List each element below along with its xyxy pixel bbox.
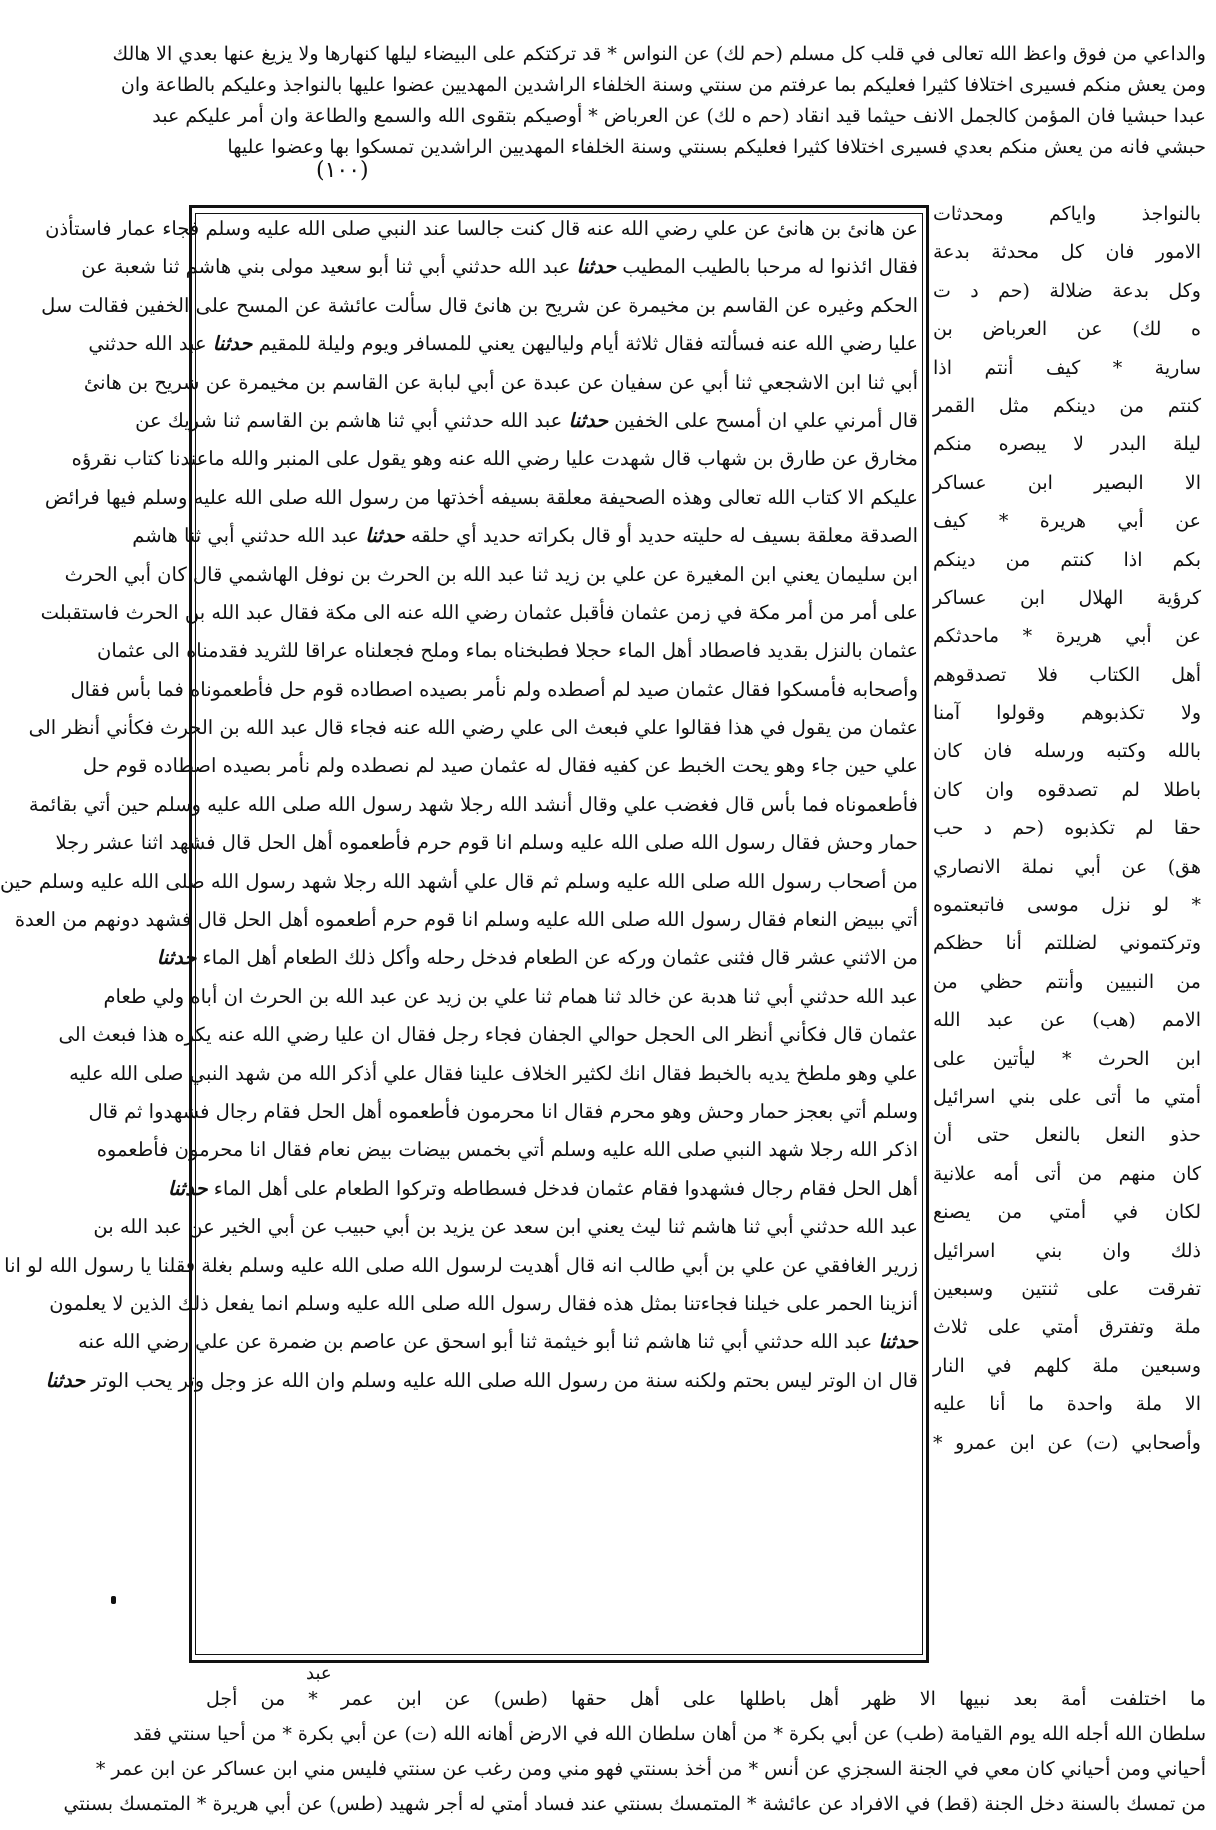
main-line: على أمر من أمر مكة في زمن عثمان فأقبل عثمان رضي الله عنه الى مكة فقال عبد الله بن الحرث فاستقبلت [40,600,918,624]
haddathana-marker: حدثنا [45,1368,86,1392]
main-line: ابن سليمان يعني ابن المغيرة عن علي بن زيد ثنا عبد الله بن الحرث بن نوفل الهاشمي قال كان أبي الحرث [64,562,918,586]
main-line: الحكم وغيره عن القاسم بن مخيمرة عن شريح بن هانئ قال سألت عائشة عن المسح على الخفين فقالت سل [41,293,918,317]
main-line: عليكم الا كتاب الله تعالى وهذه الصحيفة معلقة بسيفه أخذتها من رسول الله صلى الله عليه وسلم فيها فرائض [44,485,918,509]
bottom-margin-commentary [63,1688,1206,1830]
main-line: عثمان قال فكأني أنظر الى الحجل حوالي الجفان فجاء رجل فقال ان عليا رضي الله عنه يكره هذا فبعث الى [58,1023,918,1047]
haddathana-marker: حدثنا [878,1330,918,1354]
right-margin-line: ابن الحرث * ليأتين على [933,1047,1201,1070]
haddathana-marker: حدثنا [156,946,197,970]
right-margin-line: أهل الكتاب فلا تصدقوهم [933,663,1201,686]
main-line: عبد الله حدثني أبي ثنا هاشم ثنا ليث يعني ابن سعد عن يزيد بن أبي حبيب عن أبي الخير عن عبد الله بن [93,1215,918,1239]
right-margin-line: * لو نزل موسى فاتبعتموه [933,894,1201,917]
right-margin-line: ليلة البدر لا يبصره منكم [933,433,1201,456]
haddathana-marker: حدثنا [576,255,617,279]
top-margin-line: عبدا حبشيا فان المؤمن كالجمل الانف حيثما قيد انقاد (حم ه لك) عن العرباض * أوصيكم بتقوى الله والسمع والطاعة وان أمر عليكم عبد [152,105,1206,127]
main-line: عثمان من يقول في هذا فقالوا علي فبعث الى علي رضي الله عنه فجاء قال عبد الله بن الحرث فكأني أنظر الى [28,716,918,740]
right-margin-line: حقا لم تكذبوه (حم د حب [933,817,1201,840]
bottom-margin-line: سلطان الله أجله الله يوم القيامة (طب) عن أبي بكرة * من أهان سلطان الله في الارض أهانه الله (ت) عن أبي بكرة * من أحيا سنتي فقد [133,1723,1206,1745]
main-line-text: عبد الله حدثني [88,332,207,356]
main-line-text: الصدقة معلقة بسيف له حليته حديد أو قال بكراته حديد أي حلقه [410,524,918,548]
main-line: زرير الغافقي عن علي بن أبي طالب انه قال أهديت لرسول الله صلى الله عليه وسلم بغلة فقلنا يا رسول الله لو انا [4,1253,918,1277]
right-margin-line: أمتي ما أتى على بني اسرائيل [933,1085,1201,1108]
main-line: اذكر الله رجلا شهد النبي صلى الله عليه وسلم أتي بخمس بيضات بيض نعام فقال انا محرمون فأطعموه [96,1138,918,1162]
main-line-text: قال أمرني علي ان أمسح على الخفين [614,408,918,432]
main-line-text: عبد الله حدثني أبي ثنا هاشم [132,524,359,548]
main-line: عن هانئ بن هانئ عن علي رضي الله عنه قال كنت جالسا عند النبي صلى الله عليه وسلم فجاء عمار فاستأذن [45,217,918,240]
main-line [167,1176,918,1217]
main-hadith-text [0,217,918,1409]
right-margin-line: الامور فان كل محدثة بدعة [933,241,1201,264]
bottom-catchword: عبد [306,1663,332,1684]
right-margin-line: ه لك) عن العرباض بن [933,318,1201,341]
right-margin-line: من النبيين وأنتم حظي من [933,970,1201,993]
main-line: حمار وحش فقال رسول الله صلى الله عليه وسلم انا قوم حرم فأطعموه أهل الحل قال فشهد اثنا عشر رجلا [55,831,918,855]
right-margin-line: بالله وكتبه ورسله فان كان [933,740,1201,763]
main-line [132,524,918,564]
page-number: (١٠٠) [316,158,369,183]
haddathana-marker: حدثنا [212,332,253,356]
right-margin-line: تفرقت على ثنتين وسبعين [933,1277,1201,1300]
bottom-margin-line: من تمسك بالسنة دخل الجنة (قط) في الافراد عن عائشة * المتمسك بسنتي عند فساد أمتي له أجر شهيد (طس) عن أبي هريرة * المتمسك بسنتي [63,1793,1206,1815]
top-margin-commentary [112,43,1206,169]
main-line: فأطعموناه فما بأس قال فغضب علي وقال أنشد الله رجلا شهد رسول الله صلى الله عليه وسلم حين أتي بقائمة [28,792,918,816]
main-line: علي وهو ملطخ يديه بالخبط فقال انك لكثير الخلاف علينا فقال علي أذكر الله من شهد النبي صلى الله عليه [69,1061,918,1085]
main-line-text: عبد الله حدثني أبي ثنا هاشم بن القاسم ثنا شريك عن [135,408,563,432]
right-margin-line: باطلا لم تصدقوه وان كان [933,778,1201,801]
right-margin-line: ولا تكذبوهم وقولوا آمنا [933,702,1201,725]
right-margin-line: هق) عن أبي نملة الانصاري [933,855,1201,878]
main-line-text: عبد الله حدثني أبي ثنا أبو سعيد مولى بني هاشم ثنا شعبة عن [81,255,571,279]
haddathana-marker: حدثنا [167,1176,208,1200]
main-line [81,255,918,295]
main-line: أتي ببيض النعام فقال رسول الله صلى الله عليه وسلم انا قوم حرم أطعموه أهل الحل قال فشهد دونهم من العدة [14,908,918,932]
right-margin-line: ملة وتفترق أمتي على ثلاث [933,1316,1201,1339]
right-margin-line: بكم اذا كنتم من دينكم [933,548,1201,571]
top-margin-line: حبشي فانه من يعش منكم بعدي فسيرى اختلافا كثيرا فعليكم بسنتي وسنة الخلفاء المهديين الراشدين تمسكوا بها وعضوا عليها [227,136,1206,158]
right-margin-line: ذلك وان بني اسرائيل [933,1239,1201,1262]
main-line: من أصحاب رسول الله صلى الله عليه وسلم ثم قال علي أشهد الله رجلا شهد رسول الله صلى الله عليه وسلم حين [0,869,918,893]
main-line: وسلم أتي بعجز حمار وحش وهو محرم فقال انا محرمون فأطعموه أهل الحل فقام رجال فشهدوا ثم قال [88,1099,918,1123]
right-margin-line: كنتم من دينكم مثل القمر [933,394,1201,417]
bottom-margin-line: أحياني ومن أحياني كان معي في الجنة السجزي عن أنس * من أخذ بسنتي فهو مني ومن رغب عن سنتي فليس مني ابن عساكر عن ابن عمر * [95,1758,1206,1780]
right-margin-line: لكان في أمتي من يصنع [933,1201,1201,1224]
right-margin-line: عن أبي هريرة * ماحدثكم [933,625,1201,648]
main-line: أنزينا الحمر على خيلنا فجاءتنا بمثل هذه فقال رسول الله صلى الله عليه وسلم انما يفعل ذلك الذين لا يعلمون [49,1291,918,1315]
main-line: علي حين جاء وهو يحت الخبط عن كفيه فقال له عثمان صيد لم نصطده ولم نأمر بصيده اصطاده قوم حل [82,754,918,778]
top-margin-line: ومن يعش منكم فسيرى اختلافا كثيرا فعليكم بما عرفتم من سنتي وسنة الخلفاء الراشدين المهديين عضوا عليها بالنواجذ وعليكم بالطاعة وان [120,74,1206,96]
right-margin-line: بالنواجذ واياكم ومحدثات [933,203,1201,225]
right-margin-line: كان منهم من أتى أمه علانية [933,1162,1201,1185]
right-margin-line: وأصحابي (ت) عن ابن عمرو * [933,1431,1201,1454]
main-line [135,408,918,449]
right-margin-line: كرؤية الهلال ابن عساكر [933,586,1201,609]
right-margin-line: وكل بدعة ضلالة (حم د ت [933,279,1201,302]
right-margin-commentary [933,205,1201,1472]
haddathana-marker: حدثنا [568,408,609,432]
main-line-text: قال ان الوتر ليس بحتم ولكنه سنة من رسول الله صلى الله عليه وسلم وان الله عز وجل وتر يحب الوتر [91,1368,918,1392]
haddathana-marker: حدثنا [365,524,405,548]
top-margin-line: والداعي من فوق واعظ الله تعالى في قلب كل مسلم (حم لك) عن النواس * قد تركتكم على البيضاء ليلها كنهارها ولا يزيغ عنها بعدي الا هالك [112,43,1206,65]
main-line [156,946,918,986]
main-line-text: من الاثني عشر قال فثنى عثمان وركه عن الطعام فدخل رحله وأكل ذلك الطعام أهل الماء [202,946,918,970]
main-line: أبي ثنا ابن الاشجعي ثنا أبي عن سفيان عن عبدة عن أبي لبابة عن القاسم بن مخيمرة عن شريح بن هانئ [83,370,918,394]
main-line-text: أهل الحل فقام رجال فشهدوا فقام عثمان فدخل فسطاطه وتركوا الطعام على أهل الماء [213,1176,918,1200]
right-margin-line: الا ملة واحدة ما أنا عليه [933,1393,1201,1416]
right-margin-line: سارية * كيف أنتم اذا [933,356,1201,379]
right-margin-line: الامم (هب) عن عبد الله [933,1009,1201,1032]
main-line: عبد الله حدثني أبي ثنا هدبة عن خالد ثنا همام ثنا علي بن زيد عن عبد الله بن الحرث ان أباه ولي طعام [103,984,918,1008]
main-line: مخارق عن طارق بن شهاب قال شهدت عليا رضي الله عنه وهو يقول على المنبر والله ماعندنا كتاب نقرؤه [71,447,918,471]
scan-edge-mark [111,1596,116,1604]
right-margin-line: حذو النعل بالنعل حتى أن [933,1124,1201,1147]
main-line [88,332,918,372]
main-line-text: عبد الله حدثني أبي ثنا هاشم ثنا أبو خيثمة ثنا أبو اسحق عن عاصم بن ضمرة عن علي رضي الله عنه [78,1330,873,1354]
right-margin-line: عن أبي هريرة * كيف [933,510,1201,533]
main-line [45,1368,918,1409]
main-line: وأصحابه فأمسكوا فقال عثمان صيد لم أصطده ولم نأمر بصيده اصطاده قوم حل فأطعموناه فما بأس فقال [70,677,918,701]
right-margin-line: وسبعين ملة كلهم في النار [933,1354,1201,1377]
main-line-text: عليا رضي الله عنه فسألته فقال ثلاثة أيام ولياليهن يعني للمسافر ويوم وليلة للمقيم [258,332,918,356]
main-line: عثمان بالنزل بقديد فاصطاد أهل الماء حجلا فطبخناه بماء وملح فجعلناه عراقا للثريد فقدمناه الى عثمان [97,639,918,663]
bottom-margin-line: ما اختلفت أمة بعد نبيها الا ظهر أهل باطلها على أهل حقها (طس) عن ابن عمر * من أجل [206,1688,1206,1710]
main-line-text: فقال ائذنوا له مرحبا بالطيب المطيب [622,255,918,279]
right-margin-line: الا البصير ابن عساكر [933,471,1201,494]
main-line [78,1330,918,1370]
right-margin-line: وتركتموني لضللتم أنا حظكم [933,932,1201,955]
